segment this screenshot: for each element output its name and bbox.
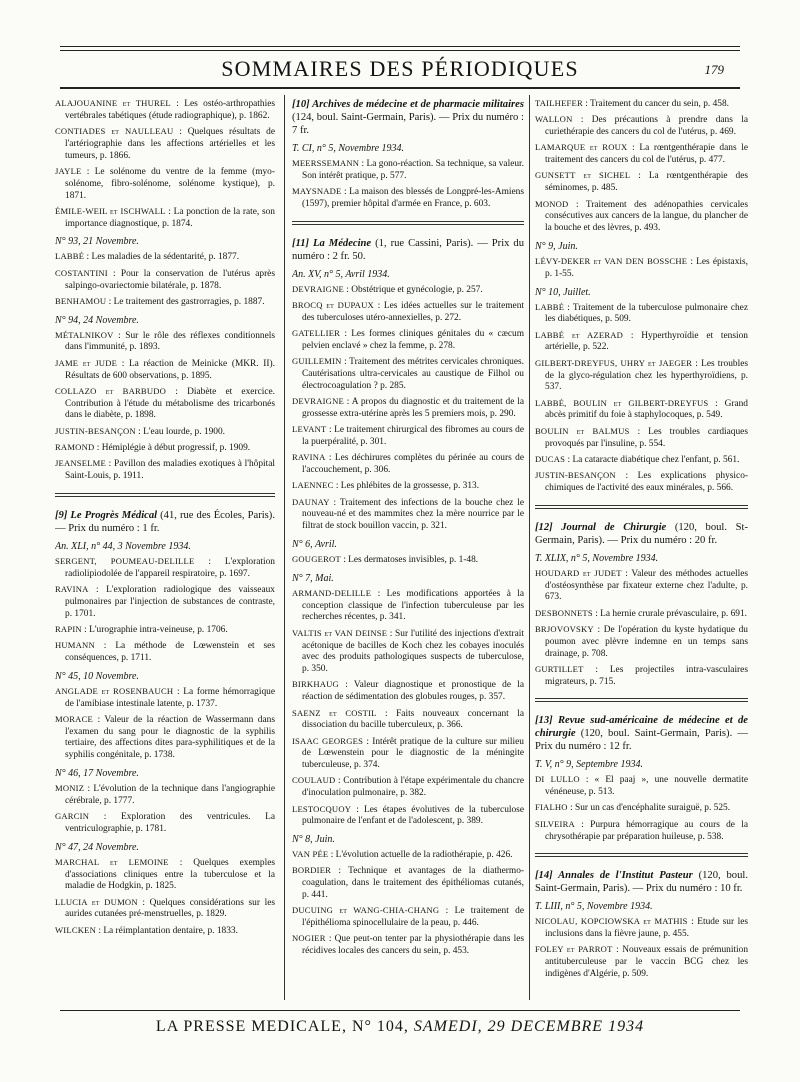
article-authors: NICOLAU, KOPCIOWSKA et MATHIS	[535, 916, 688, 927]
issue-heading: N° 45, 10 Novembre.	[55, 670, 139, 682]
article-title: Hémiplégie à début progressif, p. 1909.	[101, 443, 251, 454]
article-entry: COLLAZO et BARBUDO : Diabète et exercice. Contribution à l'étude du métabolisme des tricarbonés dans le diabète, p. 1898.	[55, 385, 275, 421]
article-authors: ARMAND-DELILLE	[292, 587, 372, 598]
article-authors: JUSTIN-BESANÇON	[535, 470, 616, 481]
article-title: La rœntgenthérapie dans le traitement des cancers du col de l'utérus, p. 477.	[545, 143, 748, 166]
article-title: De l'opération du kyste hydatique du poumon avec plèvre indemne en un temps sans drainage, p. 708.	[545, 624, 748, 659]
article-title: Les troubles de la glyco-régulation chez les hyperthyroïdiens, p. 537.	[545, 358, 748, 393]
article-authors: DUCUING et WANG-CHIA-CHANG	[292, 905, 440, 916]
article-authors: LESTOCQUOY	[292, 803, 352, 814]
issue-heading: T. CI, n° 5, Novembre 1934.	[292, 143, 405, 154]
article-authors: HOUDARD et JUDET	[535, 567, 622, 578]
page-footer	[0, 1018, 800, 1036]
journal-heading	[535, 869, 748, 895]
journal-heading	[535, 521, 748, 547]
journal-details: (120, boul. Saint-Germain, Paris). — Prix du numéro : 10 fr.	[535, 870, 748, 895]
article-entry: MAYSNADE : La maison des blessés de Longpré-les-Amiens (1597), premier hôpital d'armée en France, p. 603.	[292, 186, 524, 209]
issue-heading: T. V, n° 9, Septembre 1934.	[535, 759, 643, 771]
article-authors: GUNSETT et SICHEL	[535, 170, 631, 181]
section-separator	[535, 853, 748, 857]
article-authors: BIRKHAUG	[292, 679, 339, 690]
article-authors: SAENZ et COSTIL	[292, 707, 377, 718]
article-title: L'évolution actuelle de la radiothérapie, p. 426.	[335, 850, 513, 861]
article-authors: VALTIS et VAN DEINSE	[292, 627, 388, 638]
article-entry: VALTIS et VAN DEINSE : Sur l'utilité des injections d'extrait acétonique de bacilles de Koch chez les cobayes inoculés avec des produits pathologiques suspects de tuberculose, p. 350.	[292, 627, 524, 675]
article-entry: BROCQ et DUPAUX : Les idées actuelles sur le traitement des tuberculoses utéro-annexielles, p. 272.	[292, 299, 524, 323]
article-authors: GOUGEROT	[292, 554, 341, 565]
article-entry: DEVRAIGNE : A propos du diagnostic et du traitement de la grossesse extra-utérine après les 5 premiers mois, p. 290.	[292, 396, 524, 419]
article-entry: LABBÉ : Les maladies de la sédentarité, p. 1877.	[55, 251, 240, 263]
article-entry: TAILHEFER : Traitement du cancer du sein, p. 458.	[535, 98, 729, 109]
article-entry: RAMOND : Hémiplégie à début progressif, p. 1909.	[55, 442, 251, 454]
article-title: Exploration des ventricules. La ventriculographie, p. 1781.	[65, 812, 275, 834]
article-authors: DI LULLO	[535, 774, 580, 785]
footer-date: SAMEDI, 29 DECEMBRE 1934	[413, 1018, 645, 1035]
article-entry: ARMAND-DELILLE : Les modifications apportées à la conception classique de l'infection tuberculeuse par les recherches récentes, p. 341.	[292, 587, 524, 623]
column-left	[55, 98, 275, 1003]
article-authors: RAVINA	[292, 452, 326, 463]
article-entry: LABBÉ, BOULIN et GILBERT-DREYFUS : Grand abcès primitif du foie à staphylocoques, p. 549.	[535, 397, 748, 421]
article-authors: BORDIER	[292, 865, 332, 876]
article-entry: DUCUING et WANG-CHIA-CHANG : Le traitement de l'épithélioma spinocellulaire de la peau, p. 446.	[292, 905, 524, 929]
article-authors: GATELLIER	[292, 328, 341, 339]
article-authors: BOULIN et BALMUS	[535, 425, 630, 436]
article-title: Nouveaux essais de prémunition antituberculeuse par le vaccin BCG chez les indigènes d'Algérie, p. 509.	[545, 945, 748, 980]
article-authors: LABBÉ	[55, 251, 85, 262]
article-authors: TAILHEFER	[535, 98, 583, 108]
footer-rule	[60, 1010, 740, 1011]
article-title: Faits nouveaux concernant la dissociation du bacille tuberculeux, p. 366.	[302, 708, 524, 731]
article-entry: LAENNEC : Les phlébites de la grossesse, p. 313.	[292, 480, 480, 492]
article-entry: JAYLE : Le solénome du ventre de la femme (myo-solénome, fibro-solénome, solénome kystique), p. 1871.	[55, 165, 275, 201]
article-authors: BROCQ et DUPAUX	[292, 299, 374, 310]
article-authors: WALLON	[535, 114, 573, 125]
article-authors: ANGLADE et ROSENBAUCH	[55, 685, 174, 696]
article-title: A propos du diagnostic et du traitement de la grossesse extra-utérine après les 5 premiers mois, p. 290.	[302, 397, 524, 419]
article-authors: BRJOVOVSKY	[535, 623, 594, 634]
article-authors: DAUNAY	[292, 496, 330, 507]
article-entry: FIALHO : Sur un cas d'encéphalite suraiguë, p. 525.	[535, 802, 731, 814]
article-entry: ALAJOUANINE et THUREL : Les ostéo-arthropathies vertébrales tabétiques (étude radiographique), p. 1862.	[55, 98, 275, 121]
article-title: Le traitement de l'épithélioma spinocellulaire de la peau, p. 446.	[302, 906, 524, 929]
article-entry: BORDIER : Technique et avantages de la diathermo-coagulation, dans le traitement des épithéliomas cutanés, p. 441.	[292, 865, 524, 901]
article-authors: MORACE	[55, 713, 93, 724]
article-entry: MÉTALNIKOV : Sur le rôle des réflexes conditionnels dans l'immunité, p. 1893.	[55, 329, 275, 353]
article-authors: ALAJOUANINE et THUREL	[55, 98, 171, 108]
journal-heading	[292, 237, 524, 263]
journal-name: [9] Le Progrès Médical	[55, 509, 158, 521]
article-entry: CONTIADES et NAULLEAU : Quelques résultats de l'artériographie dans les affections artérielles et les tumeurs, p. 1866.	[55, 126, 275, 161]
article-title: La gono-réaction. Sa technique, sa valeur. Son intérêt pratique, p. 577.	[302, 159, 524, 181]
article-title: Purpura hémorragique au cours de la chrysothérapie par préparation huileuse, p. 538.	[545, 819, 748, 842]
article-title: L'eau lourde, p. 1900.	[143, 426, 226, 437]
article-entry: LABBÉ : Traitement de la tuberculose pulmonaire chez les diabétiques, p. 509.	[535, 301, 748, 325]
article-title: Le traitement des gastrorragies, p. 1887.	[113, 296, 265, 307]
header-rule-top	[60, 46, 740, 47]
article-authors: LEVANT	[292, 424, 327, 435]
article-entry: JUSTIN-BESANÇON : L'eau lourde, p. 1900.	[55, 425, 226, 437]
journal-heading	[535, 714, 748, 753]
article-title: Pour la conservation de l'utérus après salpingo-ovariectomie bilatérale, p. 1878.	[65, 268, 275, 291]
article-authors: MEERSSEMANN	[292, 158, 360, 168]
article-authors: LABBÉ, BOULIN et GILBERT-DREYFUS	[535, 397, 709, 408]
article-title: Les explications physico-chimiques de l'activité des eaux minérales, p. 566.	[545, 471, 748, 493]
article-entry: SILVEIRA : Purpura hémorragique au cours de la chrysothérapie par préparation huileuse, p. 538.	[535, 818, 748, 842]
journal-details: (124, boul. Saint-Germain, Paris). — Prix du numéro : 7 fr.	[292, 112, 524, 136]
article-title: L'urographie intra-veineuse, p. 1706.	[89, 624, 228, 635]
article-title: Les ostéo-arthropathies vertébrales tabétiques (étude radiographique), p. 1862.	[65, 99, 275, 121]
column-right	[535, 98, 748, 1003]
article-entry: MEERSSEMANN : La gono-réaction. Sa technique, sa valeur. Son intérêt pratique, p. 577.	[292, 158, 524, 181]
issue-heading: N° 6, Avril.	[292, 539, 337, 551]
article-authors: GUILLEMIN	[292, 356, 342, 367]
article-title: Traitement des adénopathies cervicales consécutives aux cancers de la langue, du plancher de la bouche et des lèvres, p. 493.	[545, 199, 748, 234]
article-entry: HUMANN : La méthode de Lœwenstein et ses conséquences, p. 1711.	[55, 640, 275, 663]
article-entry: SAENZ et COSTIL : Faits nouveaux concernant la dissociation du bacille tuberculeux, p. 366.	[292, 707, 524, 731]
article-authors: ISAAC GEORGES	[292, 735, 364, 746]
article-authors: LLUCIA et DUMON	[55, 896, 138, 907]
article-authors: RAPIN	[55, 623, 82, 634]
article-entry: DI LULLO : « El paaj », une nouvelle dermatite vénéneuse, p. 513.	[535, 774, 748, 798]
article-title: Les déchirures complètes du périnée au cours de l'accouchement, p. 306.	[302, 453, 524, 476]
issue-heading: N° 10, Juillet.	[535, 286, 591, 298]
article-authors: SILVEIRA	[535, 818, 575, 829]
header-rule-top-2	[60, 50, 740, 51]
article-title: Valeur de la réaction de Wassermann dans l'examen du sang pour le diagnostic de la syphilis tertiaire, des affections dites para-syphilitiques et de la syphilis congénitale, p. 1738.	[65, 714, 275, 761]
article-entry: GUILLEMIN : Traitement des métrites cervicales chroniques. Cautérisations ultra-cervicales au caustique de Filhol ou électrocoagulation ? p. 285.	[292, 356, 524, 391]
article-title: Le solénome du ventre de la femme (myo-solénome, fibro-solénome, solénome kystique), p. 1871.	[65, 166, 275, 201]
article-entry: LÉVY-DEKER et VAN DEN BOSSCHE : Les épistaxis, p. 1-55.	[535, 255, 748, 279]
article-authors: MONOD	[535, 198, 569, 209]
article-title: L'exploration radiologique des vaisseaux pulmonaires par l'injection de substances de contraste, p. 1701.	[65, 585, 275, 619]
article-title: La cataracte diabétique chez l'enfant, p. 561.	[572, 454, 740, 465]
article-title: Sur le rôle des réflexes conditionnels dans l'immunité, p. 1893.	[65, 330, 275, 353]
article-authors: DEVRAIGNE	[292, 283, 344, 294]
article-entry: GILBERT-DREYFUS, UHRY et JAEGER : Les troubles de la glyco-régulation chez les hyperthyroïdiens, p. 537.	[535, 357, 748, 393]
article-entry: ISAAC GEORGES : Intérêt pratique de la culture sur milieu de Lœwenstein pour le diagnostic de la méningite tuberculeuse, p. 374.	[292, 735, 524, 771]
article-entry: DEVRAIGNE : Obstétrique et gynécologie, p. 257.	[292, 283, 483, 295]
article-title: Le traitement chirurgical des fibromes au cours de la puerpéralité, p. 301.	[302, 425, 524, 447]
article-title: Valeur des méthodes actuelles d'ostéosynthèse par fixateur externe chez l'adulte, p. 673.	[545, 568, 748, 603]
article-entry: GARCIN : Exploration des ventricules. La ventriculographie, p. 1781.	[55, 811, 275, 834]
article-title: La réaction de Meinicke (MKR. II). Résultats de 600 observations, p. 1895.	[65, 358, 275, 381]
article-entry: MONOD : Traitement des adénopathies cervicales consécutives aux cancers de la langue, du plancher de la bouche et des lèvres, p. 493.	[535, 198, 748, 234]
column-divider	[284, 95, 285, 1000]
article-entry: BOULIN et BALMUS : Les troubles cardiaques provoqués par l'insuline, p. 554.	[535, 425, 748, 449]
article-title: Pavillon des maladies exotiques à l'hôpital Saint-Louis, p. 1911.	[65, 459, 275, 482]
article-title: Traitement du cancer du sein, p. 458.	[590, 99, 729, 109]
article-title: Les épistaxis, p. 1-55.	[545, 256, 748, 279]
article-authors: RAMOND	[55, 442, 95, 453]
article-title: Contribution à l'étape expérimentale du chancre d'inoculation pulmonaire, p. 382.	[302, 776, 524, 799]
article-authors: SERGENT, POUMEAU-DELILLE	[55, 555, 195, 566]
issue-heading: N° 94, 24 Novembre.	[55, 314, 139, 326]
article-authors: LAENNEC	[292, 480, 334, 491]
article-entry: WILCKEN : La réimplantation dentaire, p. 1833.	[55, 924, 238, 936]
article-title: Hyperthyroïdie et tension artérielle, p. 522.	[545, 330, 748, 353]
journal-details: (1, rue Cassini, Paris). — Prix du numéro : 2 fr. 50.	[292, 237, 524, 262]
article-authors: JEANSELME	[55, 458, 106, 469]
article-entry: COULAUD : Contribution à l'étape expérimentale du chancre d'inoculation pulmonaire, p. 382.	[292, 775, 524, 799]
article-entry: DUCAS : La cataracte diabétique chez l'enfant, p. 561.	[535, 453, 740, 465]
article-entry: LEVANT : Le traitement chirurgical des fibromes au cours de la puerpéralité, p. 301.	[292, 424, 524, 447]
article-authors: DEVRAIGNE	[292, 396, 344, 407]
issue-heading: N° 9, Juin.	[535, 240, 578, 252]
journal-name: [13] Revue sud-américaine de médecine et de chirurgie	[535, 715, 748, 740]
article-title: L'exploration radiolipiodolée de l'appareil respiratoire, p. 1697.	[65, 556, 275, 579]
article-title: Etude sur les inclusions dans la fièvre jaune, p. 455.	[545, 917, 748, 940]
article-authors: MAYSNADE	[292, 186, 342, 197]
issue-heading: N° 7, Mai.	[292, 572, 334, 584]
article-authors: CONTIADES et NAULLEAU	[55, 126, 174, 137]
article-authors: WILCKEN	[55, 924, 97, 935]
article-authors: LABBÉ	[535, 301, 565, 312]
article-entry: HOUDARD et JUDET : Valeur des méthodes actuelles d'ostéosynthèse par fixateur externe chez l'adulte, p. 673.	[535, 567, 748, 603]
article-entry: BENHAMOU : Le traitement des gastrorragies, p. 1887.	[55, 295, 265, 307]
article-entry: GUNSETT et SICHEL : La rœntgenthérapie des séminomes, p. 485.	[535, 170, 748, 194]
article-title: Quelques résultats de l'artériographie dans les affections artérielles et les tumeurs, p. 1866.	[65, 127, 275, 161]
article-entry: LESTOCQUOY : Les étapes évolutives de la tuberculose pulmonaire de l'enfant et de l'adolescent, p. 389.	[292, 803, 524, 827]
article-title: Traitement des infections de la bouche chez le nouveau-né et des mammites chez la mère nourrice par le filtrat de stock bouillon vaccin, p. 321.	[302, 497, 524, 532]
article-authors: GARCIN	[55, 811, 90, 822]
article-entry: RAPIN : L'urographie intra-veineuse, p. 1706.	[55, 623, 228, 635]
article-entry: NOGIER : Que peut-on tenter par la physiothérapie dans les récidives locales des cancers du sein, p. 453.	[292, 933, 524, 957]
article-title: Les maladies de la sédentarité, p. 1877.	[91, 252, 240, 263]
article-authors: FOLEY et PARROT	[535, 944, 613, 955]
article-authors: NOGIER	[292, 933, 326, 944]
article-title: Grand abcès primitif du foie à staphylocoques, p. 549.	[545, 398, 748, 421]
page-number: 179	[704, 62, 724, 77]
article-entry: MONIZ : L'évolution de la technique dans l'angiographie cérébrale, p. 1777.	[55, 783, 275, 806]
article-entry: NICOLAU, KOPCIOWSKA et MATHIS : Etude sur les inclusions dans la fièvre jaune, p. 455.	[535, 916, 748, 940]
article-title: La ponction de la rate, son importance diagnostique, p. 1874.	[65, 206, 275, 229]
issue-heading: An. XV, n° 5, Avril 1934.	[292, 268, 390, 280]
article-authors: COSTANTINI	[55, 267, 108, 278]
article-title: Les formes cliniques génitales du « cæcum pelvien enclavé » chez la femme, p. 278.	[302, 329, 524, 351]
article-entry: BIRKHAUG : Valeur diagnostique et pronostique de la réaction de sédimentation des globules rouges, p. 357.	[292, 679, 524, 703]
article-title: La réimplantation dentaire, p. 1833.	[103, 925, 238, 936]
article-title: Quelques exemples d'associations cliniques entre la tuberculose et la maladie de Hodgkin, p. 1825.	[65, 857, 275, 892]
article-title: Technique et avantages de la diathermo-coagulation, dans le traitement des épithéliomas cutanés, p. 441.	[302, 866, 524, 901]
article-title: « El paaj », une nouvelle dermatite vénéneuse, p. 513.	[545, 775, 748, 798]
article-entry: RAVINA : L'exploration radiologique des vaisseaux pulmonaires par l'injection de substances de contraste, p. 1701.	[55, 584, 275, 619]
article-title: Traitement de la tuberculose pulmonaire chez les diabétiques, p. 509.	[545, 302, 748, 325]
article-authors: ÉMILE-WEIL et ISCHWALL	[55, 205, 166, 216]
article-title: L'évolution de la technique dans l'angiographie cérébrale, p. 1777.	[65, 784, 275, 806]
article-entry: JAME et JUDE : La réaction de Meinicke (MKR. II). Résultats de 600 observations, p. 1895.	[55, 357, 275, 381]
article-entry: MARCHAL et LEMOINE : Quelques exemples d'associations cliniques entre la tuberculose et la maladie de Hodgkin, p. 1825.	[55, 856, 275, 892]
article-entry: GATELLIER : Les formes cliniques génitales du « cæcum pelvien enclavé » chez la femme, p. 278.	[292, 328, 524, 351]
article-entry: DESBONNETS : La hernie crurale prévasculaire, p. 691.	[535, 607, 747, 619]
article-entry: ÉMILE-WEIL et ISCHWALL : La ponction de la rate, son importance diagnostique, p. 1874.	[55, 205, 275, 229]
article-entry: DAUNAY : Traitement des infections de la bouche chez le nouveau-né et des mammites chez la mère nourrice par le filtrat de stock bouillon vaccin, p. 321.	[292, 496, 524, 532]
article-authors: HUMANN	[55, 640, 95, 651]
footer-journal: LA PRESSE MEDICALE,	[155, 1018, 347, 1035]
article-title: Les idées actuelles sur le traitement des tuberculoses utéro-annexielles, p. 272.	[302, 300, 524, 323]
article-authors: FIALHO	[535, 802, 568, 813]
article-authors: LAMARQUE et ROUX	[535, 142, 628, 153]
issue-heading: N° 93, 21 Novembre.	[55, 236, 139, 248]
journal-details: (41, rue des Écoles, Paris). — Prix du numéro : 1 fr.	[55, 509, 275, 534]
journal-details: (120, boul. St-Germain, Paris). — Prix du numéro : 20 fr.	[535, 521, 748, 546]
article-authors: COLLAZO et BARBUDO	[55, 385, 167, 396]
journal-heading	[292, 98, 524, 137]
article-authors: GILBERT-DREYFUS, UHRY et JAEGER	[535, 357, 693, 368]
article-title: La méthode de Lœwenstein et ses conséquences, p. 1711.	[65, 641, 275, 663]
journal-name: [10] Archives de médecine et de pharmacie militaires	[292, 99, 524, 110]
article-entry: GURTILLET : Les projectiles intra-vasculaires migrateurs, p. 715.	[535, 663, 748, 687]
article-title: Que peut-on tenter par la physiothérapie dans les récidives locales des cancers du sein, p. 453.	[302, 934, 524, 957]
issue-heading: T. XLIX, n° 5, Novembre 1934.	[535, 552, 659, 564]
article-authors: VAN PÉE	[292, 849, 329, 860]
article-title: Des précautions à prendre dans la curiethérapie des cancers du col de l'utérus, p. 469.	[545, 115, 748, 138]
article-authors: MARCHAL et LEMOINE	[55, 856, 169, 867]
article-authors: MÉTALNIKOV	[55, 329, 114, 340]
article-entry: LLUCIA et DUMON : Quelques considérations sur les aurides cutanées pré-menstruelles, p. 1829.	[55, 896, 275, 920]
article-title: Les troubles cardiaques provoqués par l'insuline, p. 554.	[545, 426, 748, 449]
article-entry: COSTANTINI : Pour la conservation de l'utérus après salpingo-ovariectomie bilatérale, p. 1878.	[55, 267, 275, 291]
article-entry: VAN PÉE : L'évolution actuelle de la radiothérapie, p. 426.	[292, 849, 513, 861]
article-entry: FOLEY et PARROT : Nouveaux essais de prémunition antituberculeuse par le vaccin BCG chez les indigènes d'Algérie, p. 509.	[535, 944, 748, 980]
section-separator	[535, 698, 748, 702]
column-middle	[292, 98, 524, 1003]
journal-name: [12] Journal de Chirurgie	[535, 521, 667, 533]
journal-name: [14] Annales de l'Institut Pasteur	[535, 870, 693, 882]
article-authors: DESBONNETS	[535, 607, 593, 618]
article-authors: JAYLE	[55, 165, 82, 176]
article-title: Les étapes évolutives de la tuberculose pulmonaire de l'enfant et de l'adolescent, p. 389.	[302, 804, 524, 827]
journal-heading	[55, 509, 275, 535]
article-authors: RAVINA	[55, 584, 89, 595]
footer-issue: N° 104,	[351, 1018, 409, 1035]
article-title: La maison des blessés de Longpré-les-Amiens (1597), premier hôpital d'armée en France, p. 603.	[302, 187, 524, 209]
article-authors: COULAUD	[292, 775, 336, 786]
article-authors: BENHAMOU	[55, 295, 107, 306]
article-entry: MORACE : Valeur de la réaction de Wassermann dans l'examen du sang pour le diagnostic de la syphilis tertiaire, des affections dites para-syphilitiques et de la syphilis congénitale, p. 1738.	[55, 713, 275, 761]
article-title: Sur un cas d'encéphalite suraiguë, p. 525.	[575, 803, 731, 814]
issue-heading: N° 47, 24 Novembre.	[55, 841, 139, 853]
article-title: Diabète et exercice. Contribution à l'étude du métabolisme des tricarbonés dans le diabète, p. 1898.	[65, 386, 275, 421]
article-entry: LABBÉ et AZERAD : Hyperthyroïdie et tension artérielle, p. 522.	[535, 329, 748, 353]
issue-heading: N° 46, 17 Novembre.	[55, 768, 139, 780]
article-title: Valeur diagnostique et pronostique de la réaction de sédimentation des globules rouges, p. 357.	[302, 680, 524, 703]
article-authors: JUSTIN-BESANÇON	[55, 425, 136, 436]
article-authors: MONIZ	[55, 783, 85, 794]
issue-heading: N° 8, Juin.	[292, 834, 335, 846]
article-title: Les projectiles intra-vasculaires migrateurs, p. 715.	[545, 664, 748, 687]
article-authors: LABBÉ et AZERAD	[535, 329, 624, 340]
article-entry: SERGENT, POUMEAU-DELILLE : L'exploration radiolipiodolée de l'appareil respiratoire, p. 1697.	[55, 555, 275, 579]
issue-heading: An. XLI, n° 44, 3 Novembre 1934.	[55, 540, 191, 552]
section-separator	[55, 493, 275, 497]
article-title: Quelques considérations sur les aurides cutanées pré-menstruelles, p. 1829.	[65, 897, 275, 920]
article-entry: LAMARQUE et ROUX : La rœntgenthérapie dans le traitement des cancers du col de l'utérus, p. 477.	[535, 142, 748, 166]
article-authors: DUCAS	[535, 453, 566, 464]
issue-heading: T. LIII, n° 5, Novembre 1934.	[535, 901, 653, 913]
article-title: La forme hémorragique de l'amibiase intestinale latente, p. 1737.	[65, 686, 275, 709]
article-entry: BRJOVOVSKY : De l'opération du kyste hydatique du poumon avec plèvre indemne en un temps sans drainage, p. 708.	[535, 623, 748, 659]
article-authors: GURTILLET	[535, 663, 584, 674]
article-authors: LÉVY-DEKER et VAN DEN BOSSCHE	[535, 255, 688, 266]
column-divider	[529, 95, 530, 1000]
article-entry: RAVINA : Les déchirures complètes du périnée au cours de l'accouchement, p. 306.	[292, 452, 524, 476]
article-title: Traitement des métrites cervicales chroniques. Cautérisations ultra-cervicales au caustique de Filhol ou électrocoagulation ? p. 285.	[302, 357, 524, 391]
header-rule	[60, 87, 740, 89]
section-separator	[292, 221, 524, 225]
article-title: Obstétrique et gynécologie, p. 257.	[351, 284, 483, 295]
article-title: Les phlébites de la grossesse, p. 313.	[340, 481, 480, 492]
page-title: SOMMAIRES DES PÉRIODIQUES	[221, 56, 579, 81]
article-entry: WALLON : Des précautions à prendre dans la curiethérapie des cancers du col de l'utérus, p. 469.	[535, 114, 748, 138]
article-title: Intérêt pratique de la culture sur milieu de Lœwenstein pour le diagnostic de la méningite tuberculeuse, p. 374.	[302, 736, 524, 771]
journal-details: (120, boul. Saint-Germain, Paris). — Prix du numéro : 12 fr.	[535, 728, 748, 753]
article-title: Les modifications apportées à la conception classique de l'infection tuberculeuse par les recherches récentes, p. 341.	[302, 588, 524, 623]
article-title: Sur l'utilité des injections d'extrait acétonique de bacilles de Koch chez les cobayes inoculés avec des produits pathologiques suspects de tuberculose, p. 350.	[302, 628, 524, 675]
article-entry: JUSTIN-BESANÇON : Les explications physico-chimiques de l'activité des eaux minérales, p. 566.	[535, 470, 748, 493]
section-separator	[535, 505, 748, 509]
article-entry: JEANSELME : Pavillon des maladies exotiques à l'hôpital Saint-Louis, p. 1911.	[55, 458, 275, 482]
article-entry: ANGLADE et ROSENBAUCH : La forme hémorragique de l'amibiase intestinale latente, p. 1737.	[55, 685, 275, 709]
article-title: Les dermatoses invisibles, p. 1-48.	[348, 555, 479, 566]
journal-name: [11] La Médecine	[292, 237, 372, 249]
article-title: La hernie crurale prévasculaire, p. 691.	[600, 608, 747, 619]
article-title: La rœntgenthérapie des séminomes, p. 485.	[545, 171, 748, 194]
article-authors: JAME et JUDE	[55, 357, 118, 368]
article-entry: GOUGEROT : Les dermatoses invisibles, p. 1-48.	[292, 554, 479, 566]
